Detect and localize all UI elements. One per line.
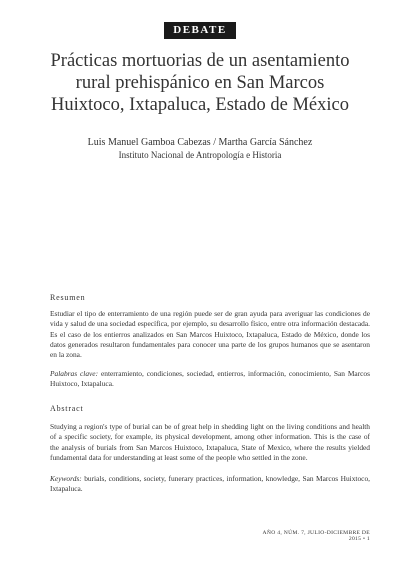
title-line: Huixtoco, Ixtapaluca, Estado de México — [51, 95, 349, 115]
page-footer: AÑO 4, NÚM. 7, JULIO-DICIEMBRE DE 2015 • 1 — [262, 530, 370, 542]
institution: Instituto Nacional de Antropología e Historia — [118, 150, 282, 160]
resumen-body: Estudiar el tipo de enterramiento de una región puede ser de gran ayuda para averiguar las condiciones de vida y salud de una sociedad específica, por ejemplo, su desarrollo físico, entre otra información destacada. Es el caso de los entierros analizados en San Marcos Huixtoco, Ixtapaluca, Estado de México, donde los datos generados resultaron fundamentales para conocer una parte de los grupos humanos que se asentaron en la zona. — [50, 309, 370, 360]
article-title — [30, 50, 370, 116]
keywords — [50, 474, 370, 495]
abstract-body: Studying a region's type of burial can be of great help in shedding light on the living conditions and health of a specific society, for example, its physical development, among other information. This is the case of the analysis of burials from San Marcos Huixtoco, Ixtapaluca, State of Mexico, where the results yielded fundamental data for understanding at least some of the people who settled in the zone. — [50, 422, 370, 462]
title-line: Prácticas mortuorias de un asentamiento — [50, 51, 350, 71]
section-tag: DEBATE — [164, 22, 236, 39]
keywords-label: Keywords: — [50, 474, 82, 483]
palabras-clave-text: enterramiento, condiciones, sociedad, entierros, información, conocimiento, San Marcos Huixtoco, Ixtapaluca. — [50, 369, 371, 389]
palabras-clave — [50, 369, 370, 390]
authors: Luis Manuel Gamboa Cabezas / Martha García Sánchez — [87, 137, 313, 148]
keywords-text: burials, conditions, society, funerary practices, information, knowledge, San Marcos Huixtoco, Ixtapaluca. — [50, 474, 370, 494]
abstract-heading: Abstract — [50, 404, 84, 413]
resumen-heading: Resumen — [50, 293, 86, 302]
palabras-clave-label: Palabras clave: — [50, 369, 99, 378]
title-line: rural prehispánico en San Marcos — [75, 73, 325, 93]
